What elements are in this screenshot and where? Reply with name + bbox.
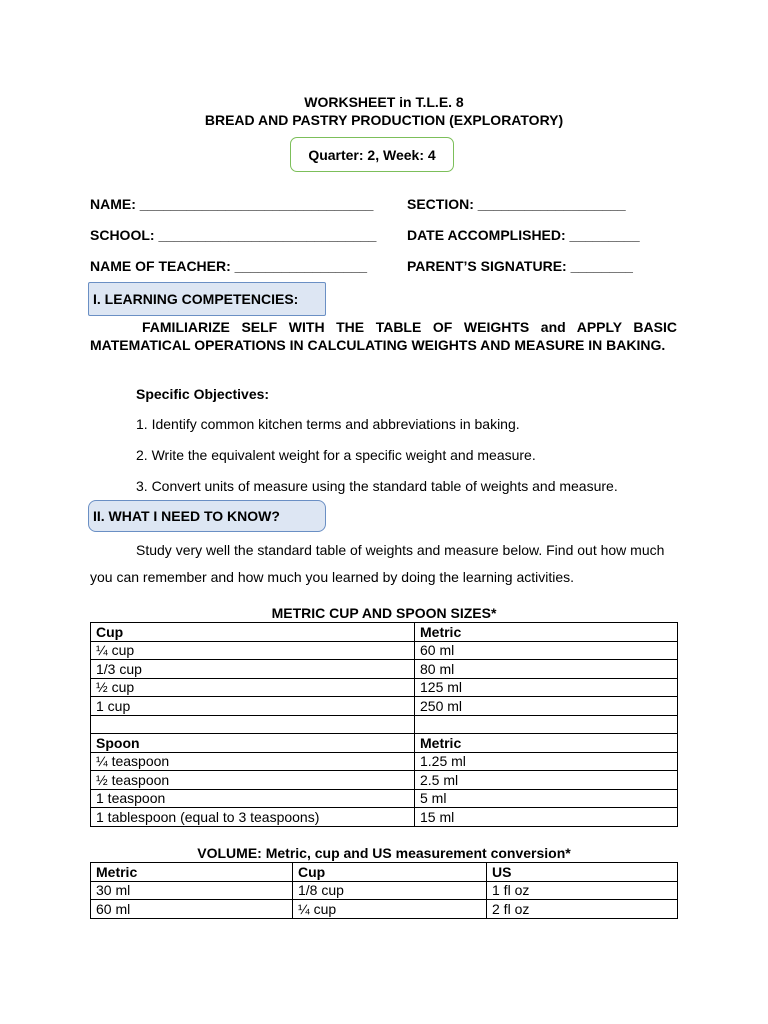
name-field[interactable]: NAME: ______________________________ — [90, 196, 374, 212]
table-cell: ¼ cup — [293, 900, 487, 919]
table-cell: ½ cup — [91, 678, 415, 697]
competency-statement: FAMILIARIZE SELF WITH THE TABLE OF WEIGHTS and APPLY BASIC MATEMATICAL OPERATIONS IN CALCULATING WEIGHTS AND MEASURE IN BAKING. — [90, 319, 677, 353]
table-cell: 2 fl oz — [487, 900, 678, 919]
table-cell: ¼ teaspoon — [91, 752, 415, 771]
parent-signature-field[interactable]: PARENT’S SIGNATURE: ________ — [407, 258, 633, 274]
school-field[interactable]: SCHOOL: ____________________________ — [90, 227, 377, 243]
worksheet-title: WORKSHEET in T.L.E. 8 — [304, 94, 464, 110]
table-row — [91, 881, 678, 900]
table-cell: 1 tablespoon (equal to 3 teaspoons) — [91, 808, 415, 827]
table1-title: METRIC CUP AND SPOON SIZES* — [271, 605, 497, 621]
table-cell: 30 ml — [91, 881, 293, 900]
table-cell: 80 ml — [415, 660, 678, 679]
table-header-row — [91, 863, 678, 882]
table-header-cell: Cup — [91, 623, 415, 642]
section-field[interactable]: SECTION: ___________________ — [407, 196, 626, 212]
section-heading-label: II. WHAT I NEED TO KNOW? — [93, 508, 280, 524]
volume-conversion-table — [90, 862, 678, 919]
table-row — [91, 771, 678, 790]
date-accomplished-field[interactable]: DATE ACCOMPLISHED: _________ — [407, 227, 640, 243]
table-cell: 1 teaspoon — [91, 789, 415, 808]
table-cell: 1/8 cup — [293, 881, 487, 900]
table-header-cell: Cup — [293, 863, 487, 882]
table-header-row — [91, 623, 678, 642]
table-cell: 60 ml — [91, 900, 293, 919]
quarter-badge — [290, 137, 454, 172]
table2-title: VOLUME: Metric, cup and US measurement conversion* — [197, 845, 571, 861]
teacher-field[interactable]: NAME OF TEACHER: _________________ — [90, 258, 368, 274]
table-row — [91, 697, 678, 716]
table-cell — [91, 715, 415, 734]
table-row — [91, 808, 678, 827]
table-cell: ½ teaspoon — [91, 771, 415, 790]
section-heading-competencies — [88, 282, 326, 316]
table-row — [91, 660, 678, 679]
objective-item: 2. Write the equivalent weight for a specific weight and measure. — [136, 447, 536, 463]
table-cell: 1/3 cup — [91, 660, 415, 679]
table-header-cell: US — [487, 863, 678, 882]
table-row — [91, 678, 678, 697]
table-header-cell: Metric — [91, 863, 293, 882]
table-header-row — [91, 734, 678, 753]
table-row — [91, 641, 678, 660]
objectives-heading: Specific Objectives: — [136, 386, 270, 402]
table-cell: 1 fl oz — [487, 881, 678, 900]
section-heading-label: I. LEARNING COMPETENCIES: — [93, 291, 299, 307]
table-header-cell: Metric — [415, 734, 678, 753]
table-row — [91, 789, 678, 808]
table-cell: 250 ml — [415, 697, 678, 716]
table-cell: 1 cup — [91, 697, 415, 716]
metric-cup-spoon-table — [90, 622, 678, 827]
table-row — [91, 752, 678, 771]
table-spacer-row — [91, 715, 678, 734]
quarter-label: Quarter: 2, Week: 4 — [308, 146, 436, 163]
worksheet-subtitle: BREAD AND PASTRY PRODUCTION (EXPLORATORY) — [204, 112, 564, 128]
objective-item: 1. Identify common kitchen terms and abbreviations in baking. — [136, 416, 520, 432]
table-cell: 125 ml — [415, 678, 678, 697]
table-cell: 1.25 ml — [415, 752, 678, 771]
table-row — [91, 900, 678, 919]
table-cell: ¼ cup — [91, 641, 415, 660]
table-header-cell: Metric — [415, 623, 678, 642]
table-header-cell: Spoon — [91, 734, 415, 753]
table-cell: 15 ml — [415, 808, 678, 827]
table-cell — [415, 715, 678, 734]
intro-paragraph: Study very well the standard table of weights and measure below. Find out how much you can remember and how much you learned by doing the learning activities. — [90, 542, 665, 585]
section-heading-need-to-know — [88, 500, 326, 532]
table-cell: 2.5 ml — [415, 771, 678, 790]
table-cell: 60 ml — [415, 641, 678, 660]
table-cell: 5 ml — [415, 789, 678, 808]
objective-item: 3. Convert units of measure using the standard table of weights and measure. — [136, 478, 618, 494]
